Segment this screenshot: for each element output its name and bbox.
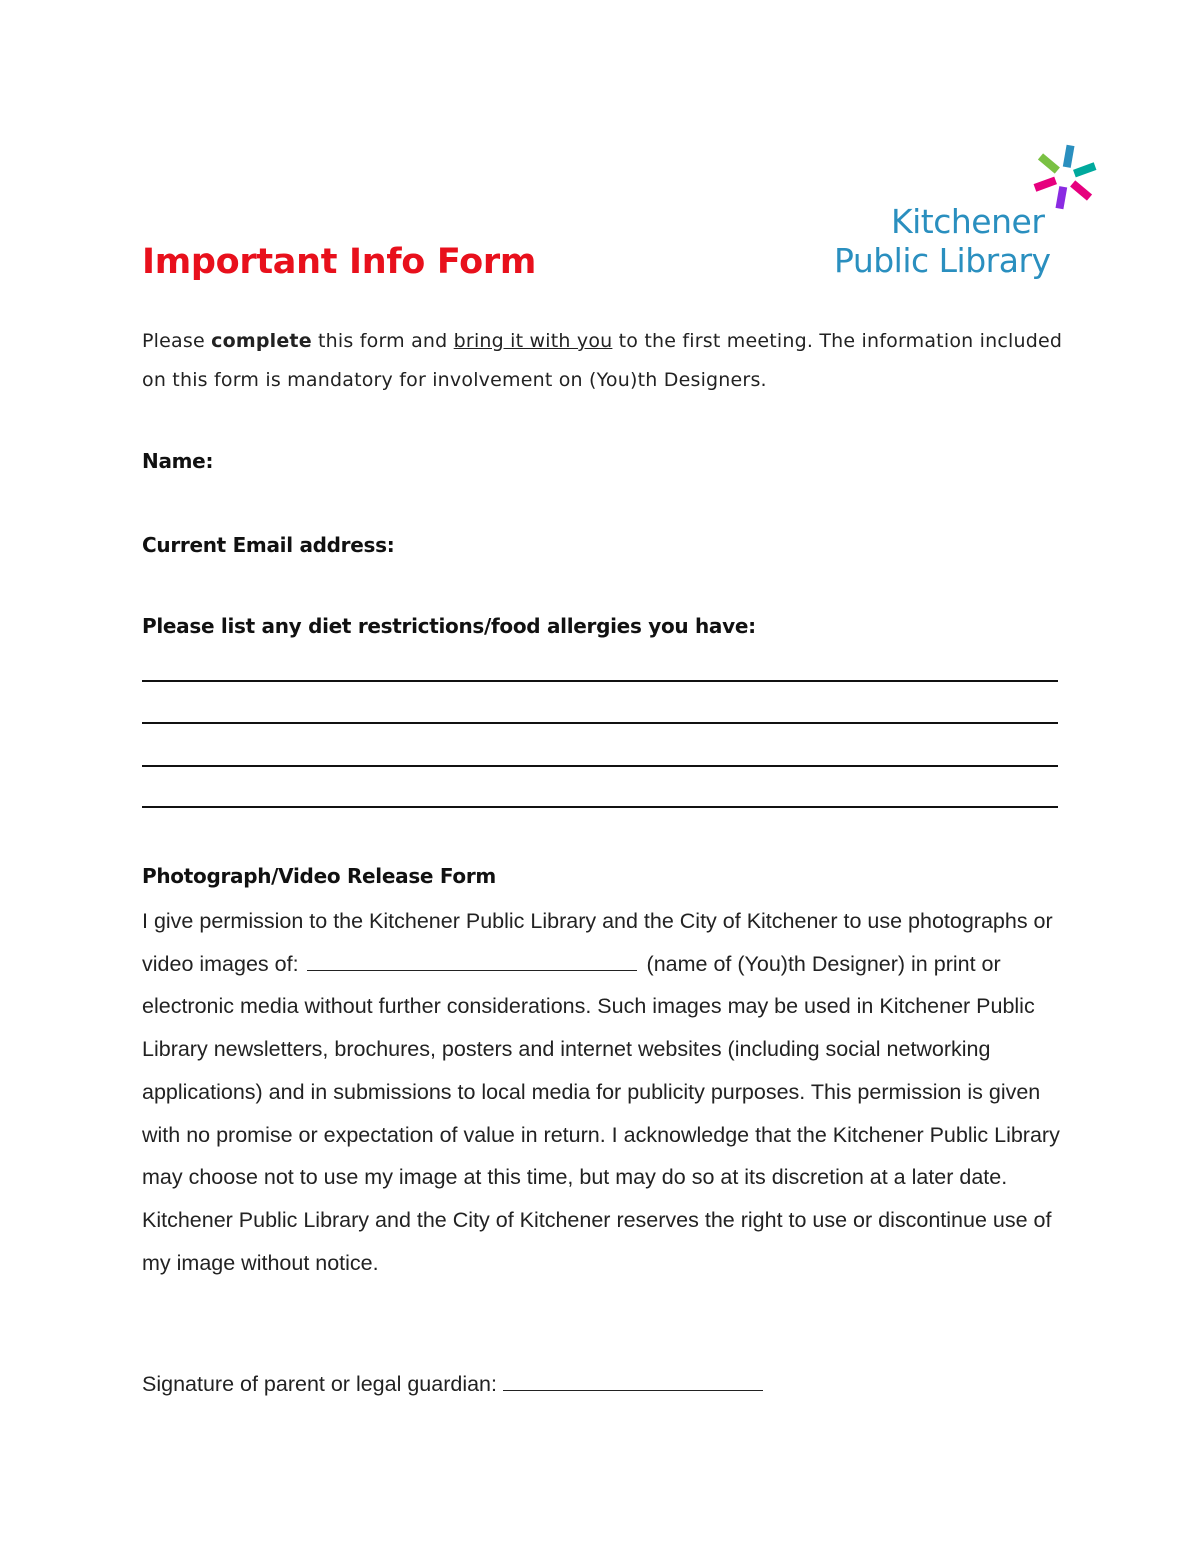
logo-text-line2: Public Library <box>834 241 1051 280</box>
diet-answer-line <box>142 806 1058 808</box>
logo-text-line1: Kitchener <box>891 202 1045 241</box>
signature-label: Signature of parent or legal guardian: <box>142 1372 497 1396</box>
intro-underlined-text: bring it with you <box>453 330 613 352</box>
diet-answer-line <box>142 765 1058 767</box>
intro-text-2: this form and <box>311 330 454 352</box>
kpl-logo <box>830 140 1100 290</box>
intro-text-3: to the first meeting. The information included on this form is mandatory for involvement on (You)th Designers. <box>142 330 1063 391</box>
release-text-before: I give permission to the Kitchener Public Library and the City of Kitchener to use photographs or video images of: <box>142 909 1053 976</box>
release-text-after: (name of (You)th Designer) in print or electronic media without further considerations. Such images may be used in Kitchener Public Library newsletters, brochures, posters and internet websites (including social networking applications) and in submissions to local media for publicity purposes. This permission is given with no promise or expectation of value in return. I acknowledge that the Kitchener Public Library may choose not to use my image at this time, but may do so at its discretion at a later date. Kitchener Public Library and the City of Kitchener reserves the right to use or discontinue use of my image without notice. <box>142 951 1060 1275</box>
release-heading: Photograph/Video Release Form <box>142 864 496 888</box>
name-label: Name: <box>142 449 214 473</box>
release-paragraph <box>142 900 1072 1284</box>
signature-line <box>142 1372 763 1397</box>
intro-bold-text: complete <box>211 330 312 352</box>
designer-name-blank <box>307 952 637 971</box>
diet-answer-line <box>142 722 1058 724</box>
intro-paragraph <box>142 322 1082 400</box>
intro-text-1: Please <box>142 330 212 352</box>
signature-blank <box>503 1372 763 1391</box>
form-title: Important Info Form <box>142 242 536 282</box>
email-label: Current Email address: <box>142 533 395 557</box>
library-star-icon <box>1032 144 1098 210</box>
diet-answer-line <box>142 680 1058 682</box>
diet-label: Please list any diet restrictions/food allergies you have: <box>142 614 756 638</box>
